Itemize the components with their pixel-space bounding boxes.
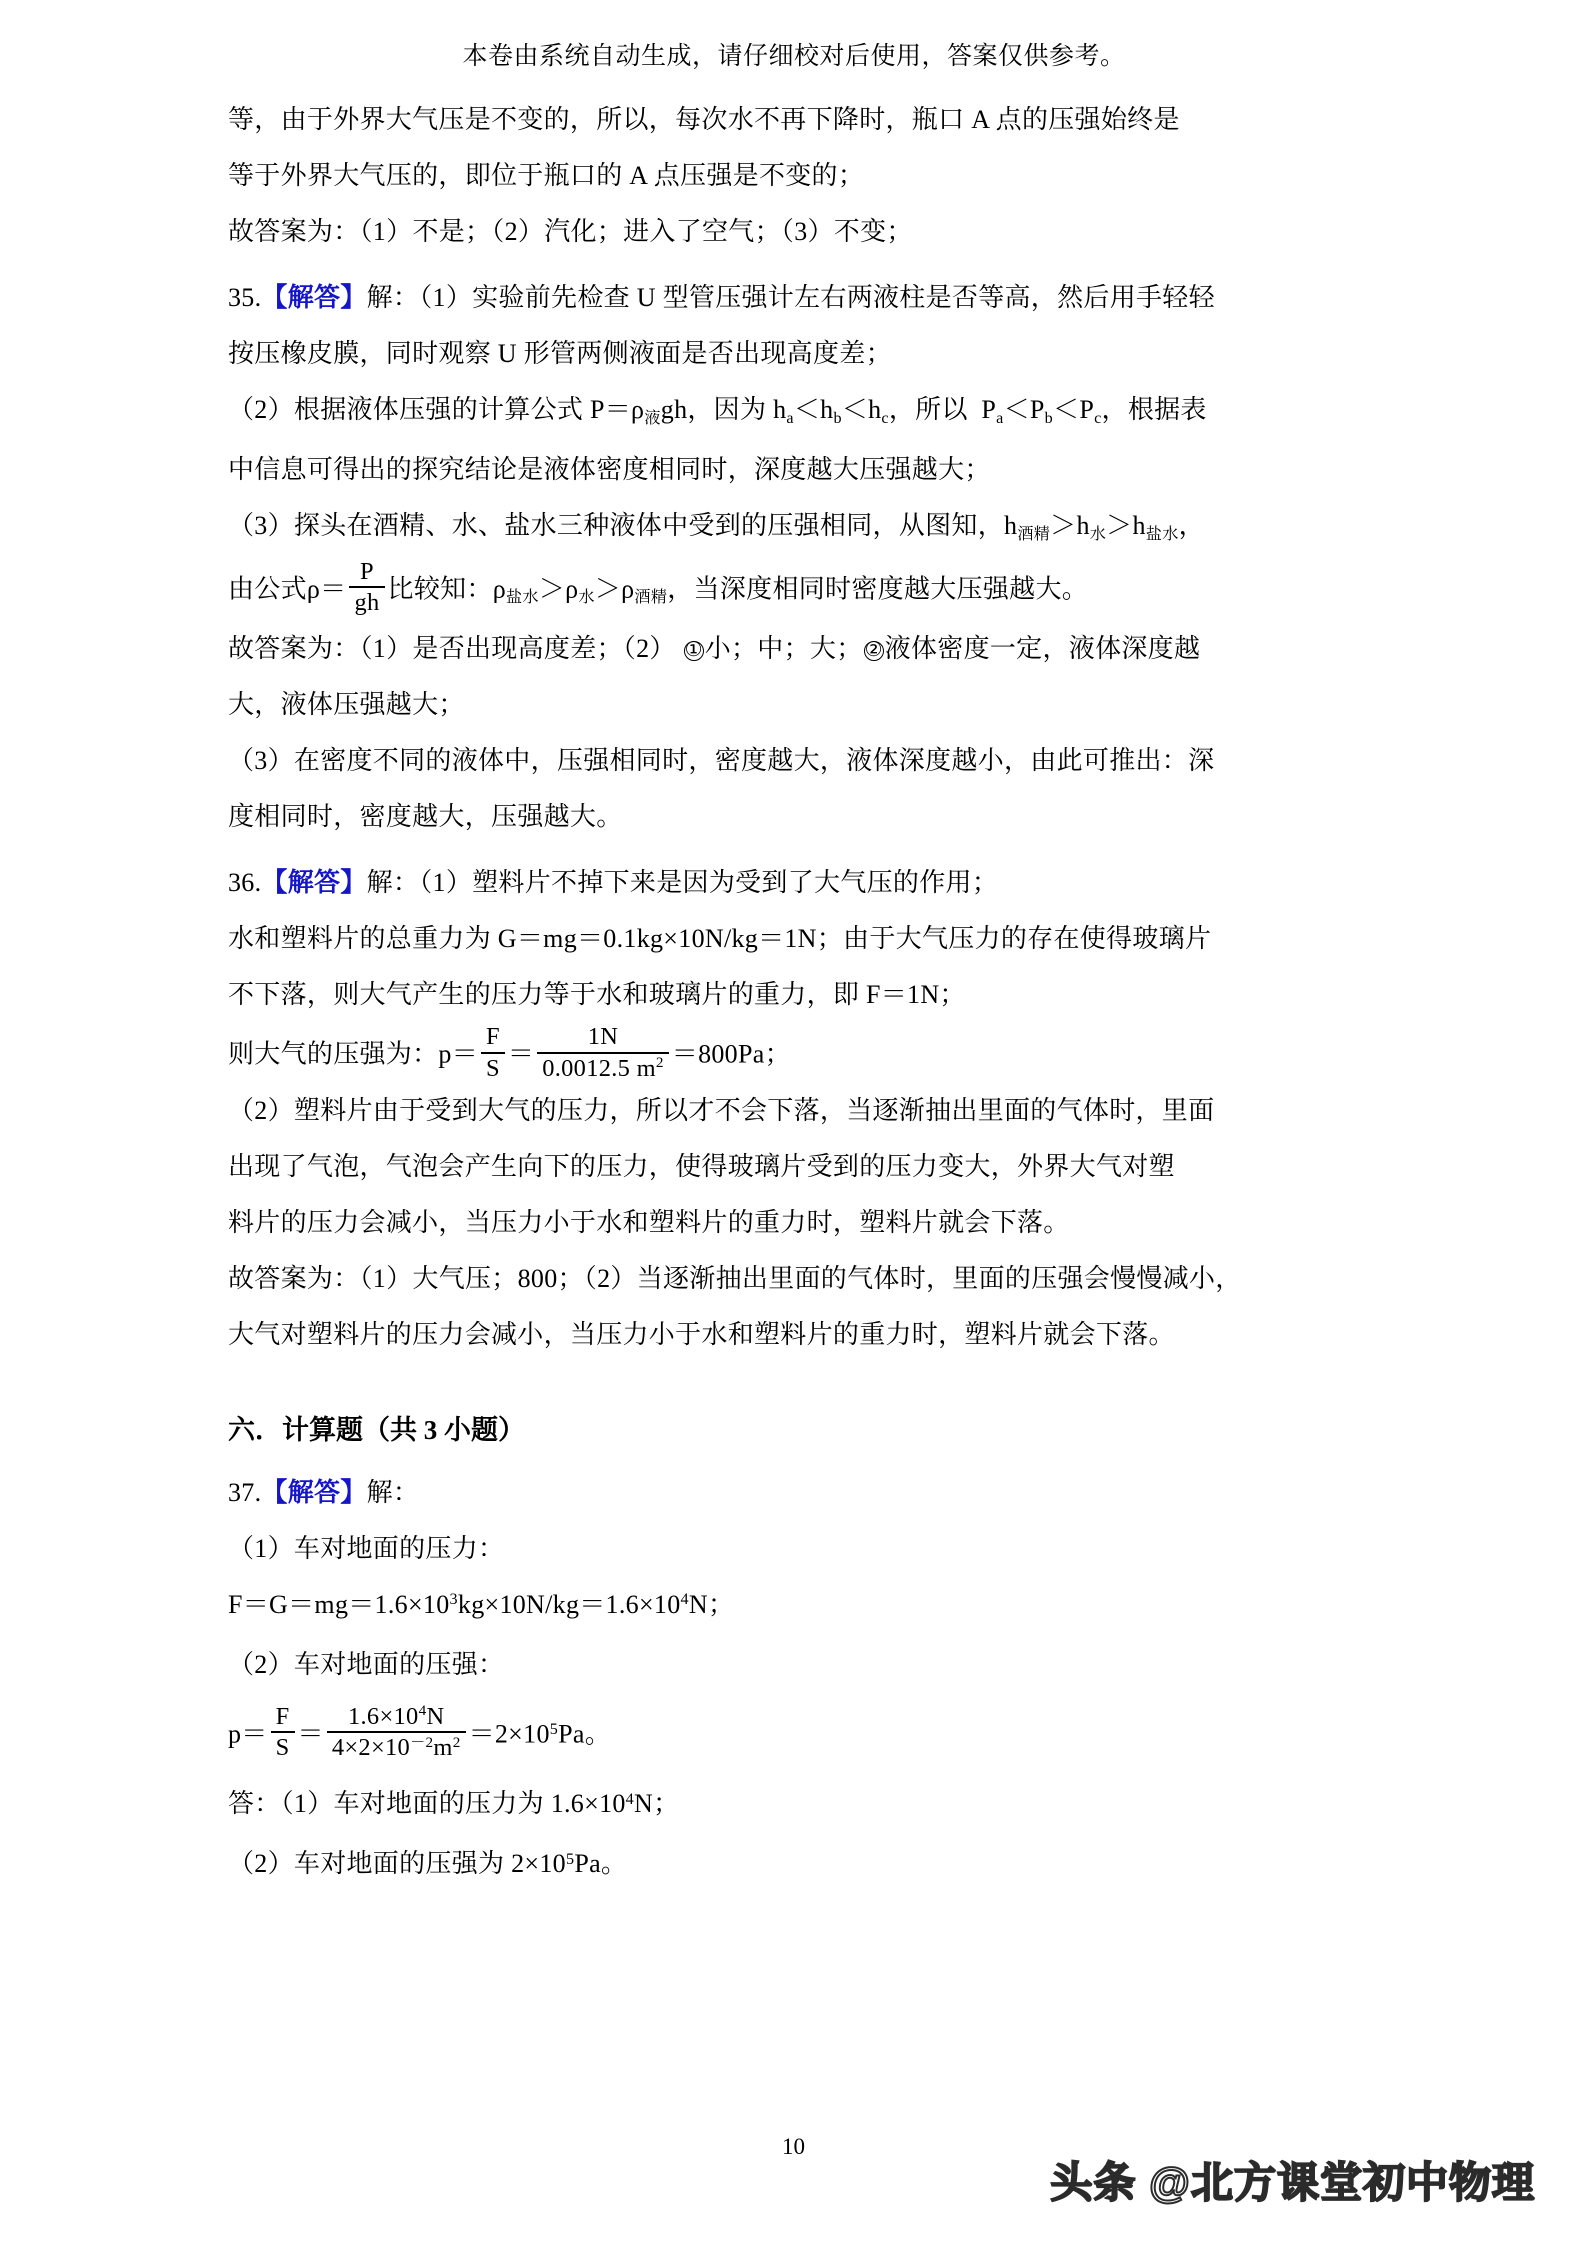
q37-frac2-den-text: 4×2×10: [331, 1734, 411, 1762]
q37-frac2-denominator: [327, 1733, 466, 1761]
q35-p3-a: （3）探头在酒精、水、盐水三种液体中受到的压强相同，从图知，h: [228, 510, 1018, 540]
carryover-line-1: 等，由于外界大气压是不变的，所以，每次水不再下降时，瓶口 A 点的压强始终是: [228, 104, 1180, 134]
q35-pc-sub: c: [1094, 409, 1102, 427]
q37-ans2-a: （2）车对地面的压强为 2×10: [228, 1849, 566, 1879]
q36-p3-eq: ＝: [507, 1039, 535, 1069]
q37-frac2-num-unit: N: [426, 1702, 445, 1730]
q35-line-2: 按压橡皮膜，同时观察 U 形管两侧液面是否出现高度差；: [228, 338, 892, 368]
q35-lt-2: ＜h: [841, 394, 882, 424]
q35-h-sub-shui: 水: [1089, 525, 1107, 543]
q35-pa: P: [981, 394, 997, 424]
q35-answer-tag: 【解答】: [261, 282, 367, 312]
q35-ans1-b: 小；中；大；: [704, 634, 863, 664]
q35-rho-sub-shui: 水: [578, 589, 595, 607]
q36-answer-line-2: 大气对塑料片的压力会减小，当压力小于水和塑料片的重力时，塑料片就会下落。: [228, 1319, 1175, 1349]
q35-fraction-numerator: P: [349, 558, 384, 588]
q37-ans2-b: Pa。: [574, 1849, 628, 1879]
q35-ans1-d: 液体密度一定，液体深度越: [884, 634, 1201, 664]
q37-eq2-result: ＝2×10: [468, 1719, 550, 1749]
q37-ans1-b: N；: [634, 1789, 680, 1819]
q37-frac1-denominator: S: [275, 1734, 290, 1762]
q35-ans1-a: 故答案为：（1）是否出现高度差；（2）: [228, 634, 676, 664]
q36-fraction-1n-over-area: [537, 1023, 669, 1082]
q35-answer-line-4: 度相同时，密度越大，压强越大。: [228, 802, 623, 832]
q36-line-6: 料片的压力会减小，当压力小于水和塑料片的重力时，塑料片就会下落。: [228, 1207, 1070, 1237]
q37-eq1-a: F＝G＝mg＝1.6×10: [228, 1589, 450, 1619]
q37-jie: 解：: [366, 1477, 420, 1507]
circled-two: ②: [864, 638, 883, 661]
q35-fraction-p-over-gh: [349, 558, 384, 617]
q35-p1-a: （1）实验前先检查 U 型管压强计左右两液柱是否等高，然后用手轻轻: [419, 282, 1215, 312]
spacer: [228, 260, 1360, 270]
q35-p2-end: ，根据表: [1101, 394, 1207, 424]
q35-rho-sub: 液: [644, 409, 661, 427]
q37-frac2-numerator: [327, 1703, 466, 1733]
q37-eq1-exponent-1: 3: [449, 1590, 458, 1608]
q37-eq2-pre: p＝: [228, 1719, 268, 1749]
q37-eq1-exponent-2: 4: [680, 1590, 689, 1608]
q37-number: 37.: [228, 1477, 262, 1507]
q36-fraction-f-over-s: [481, 1023, 505, 1082]
q36-line-2: 水和塑料片的总重力为 G＝mg＝0.1kg×10N/kg＝1N；由于大气压力的存在使得玻璃片: [228, 924, 1212, 954]
page-content: [228, 38, 1360, 1896]
circled-one: ①: [684, 638, 703, 661]
q36-answer-line-1: 故答案为：（1）大气压；800；（2）当逐渐抽出里面的气体时，里面的压强会慢慢减小，: [228, 1263, 1242, 1293]
q35-h-sub-jiujing: 酒精: [1017, 525, 1051, 543]
spacer: [228, 1363, 1360, 1385]
q37-ans1-a: 答：（1）车对地面的压力为 1.6×10: [228, 1789, 626, 1819]
q37-ans1-exponent: 4: [625, 1790, 635, 1808]
q36-frac2-denominator-text: 0.0012.5 m: [542, 1054, 656, 1082]
q35-p4-gt-1: ＞ρ: [538, 574, 579, 604]
watermark: 头条 @北方课堂初中物理: [1050, 2159, 1535, 2206]
q35-ha-sub: a: [786, 409, 794, 427]
q35-line-3: [228, 382, 1360, 442]
section-6-title: 六．计算题（共 3 小题）: [228, 1414, 525, 1445]
q37-frac2-num-text: 1.6×10: [348, 1702, 419, 1730]
q36-line-3: 不下落，则大气产生的压力等于水和玻璃片的重力，即 F＝1N；: [228, 980, 966, 1010]
spacer: [228, 845, 1360, 855]
q37-frac2-den-unit: m: [433, 1734, 453, 1762]
header-note: 本卷由系统自动生成，请仔细校对后使用，答案仅供参考。: [462, 43, 1126, 70]
q35-line-1: [228, 270, 1360, 326]
q35-p2-pre: （2）根据液体压强的计算公式 P＝ρ: [228, 394, 645, 424]
q35-pb-sub: b: [1044, 409, 1054, 427]
q36-p3-end: ＝800Pa；: [671, 1039, 791, 1069]
q35-lt-1: ＜h: [793, 394, 834, 424]
q35-p2-mid: gh，因为 h: [660, 394, 787, 424]
q37-answer-line-1: [228, 1776, 1360, 1836]
q37-frac1-numerator: F: [271, 1703, 295, 1733]
q35-line-5: [228, 498, 1360, 558]
q37-frac2-den-exponent-2: 2: [452, 1733, 461, 1751]
q35-h-sub-yanshui: 盐水: [1145, 525, 1179, 543]
q37-equation-1: [228, 1577, 1360, 1637]
q37-eq2-result-unit: Pa。: [558, 1719, 612, 1749]
q37-line-3: （2）车对地面的压强：: [228, 1649, 505, 1679]
q35-fraction-denominator: gh: [354, 588, 380, 616]
q37-fraction-f-over-s: [271, 1703, 295, 1762]
q36-line-4: （2）塑料片由于受到大气的压力，所以才不会下落，当逐渐抽出里面的气体时，里面: [228, 1095, 1215, 1125]
q35-formula-line: [228, 558, 1360, 622]
q35-jie: 解：: [366, 282, 420, 312]
q36-frac2-denominator-exponent: 2: [655, 1054, 664, 1072]
q37-eq1-c: N；: [688, 1589, 735, 1619]
q35-pc: ＜P: [1053, 394, 1095, 424]
q35-p3-end: ，: [1178, 510, 1205, 540]
q36-jie: 解：: [366, 868, 420, 898]
q37-eq2-eq: ＝: [297, 1719, 324, 1749]
q35-number: 35.: [228, 282, 262, 312]
q37-ans2-exponent: 5: [565, 1850, 575, 1868]
q35-pa-sub: a: [996, 409, 1004, 427]
q37-line-1: [228, 1465, 1360, 1521]
q35-p4-mid: 比较知：ρ: [387, 574, 507, 604]
q37-eq2-result-exponent: 5: [549, 1720, 559, 1738]
carryover-line-2: 等于外界大气压的，即位于瓶口的 A 点压强是不变的；: [228, 160, 865, 190]
q36-number: 36.: [228, 868, 262, 898]
q35-hc-sub: c: [881, 409, 889, 427]
q35-rho-sub-yanshui: 盐水: [506, 589, 539, 607]
q35-p4-end: ，当深度相同时密度越大压强越大。: [667, 574, 1089, 604]
q37-answer-tag: 【解答】: [261, 1477, 367, 1507]
q37-eq1-b: kg×10N/kg＝1.6×10: [457, 1589, 681, 1619]
q37-line-2: （1）车对地面的压力：: [228, 1533, 505, 1563]
q37-fraction-force-over-area: [327, 1703, 466, 1762]
spacer: [228, 1766, 1360, 1776]
q37-frac2-num-exponent: 4: [418, 1702, 427, 1720]
q35-p4-pre: 由公式ρ＝: [228, 574, 347, 604]
q36-frac2-numerator: 1N: [537, 1023, 669, 1053]
q35-p4-gt-2: ＞ρ: [594, 574, 635, 604]
spacer: [228, 1693, 1360, 1703]
q35-gt-1: ＞h: [1050, 510, 1090, 540]
q36-frac2-denominator: [537, 1054, 669, 1082]
q35-gt-2: ＞h: [1106, 510, 1146, 540]
q36-p1: （1）塑料片不掉下来是因为受到了大气压的作用；: [419, 868, 999, 898]
q35-line-4: 中信息可得出的探究结论是液体密度相同时，深度越大压强越大；: [228, 454, 991, 484]
q36-formula-line: [228, 1023, 1360, 1083]
q35-rho-sub-jiujing: 酒精: [634, 589, 668, 607]
q37-frac2-den-exponent-1: －2: [410, 1733, 434, 1751]
q35-answer-line-1: [228, 621, 1360, 677]
q35-pb: ＜P: [1003, 394, 1045, 424]
q36-line-1: [228, 855, 1360, 911]
q36-line-5: 出现了气泡，气泡会产生向下的压力，使得玻璃片受到的压力变大，外界大气对塑: [228, 1151, 1175, 1181]
q35-hb-sub: b: [833, 409, 842, 427]
q36-p3-pre: 则大气的压强为：p＝: [228, 1039, 479, 1069]
carryover-answer-line: 故答案为：（1）不是；（2）汽化；进入了空气；（3）不变；: [228, 216, 913, 246]
q37-answer-line-2: [228, 1836, 1360, 1896]
q36-frac1-numerator: F: [481, 1023, 505, 1053]
q37-equation-2: [228, 1703, 1360, 1767]
q35-answer-line-2: 大，液体压强越大；: [228, 690, 465, 720]
page-number: 10: [782, 2134, 805, 2159]
q36-answer-tag: 【解答】: [261, 868, 367, 898]
q35-answer-line-3: （3）在密度不同的液体中，压强相同时，密度越大，液体深度越小，由此可推出：深: [228, 746, 1215, 776]
q36-frac1-denominator: S: [486, 1054, 500, 1082]
q35-p2-post: ，所以: [888, 394, 968, 424]
